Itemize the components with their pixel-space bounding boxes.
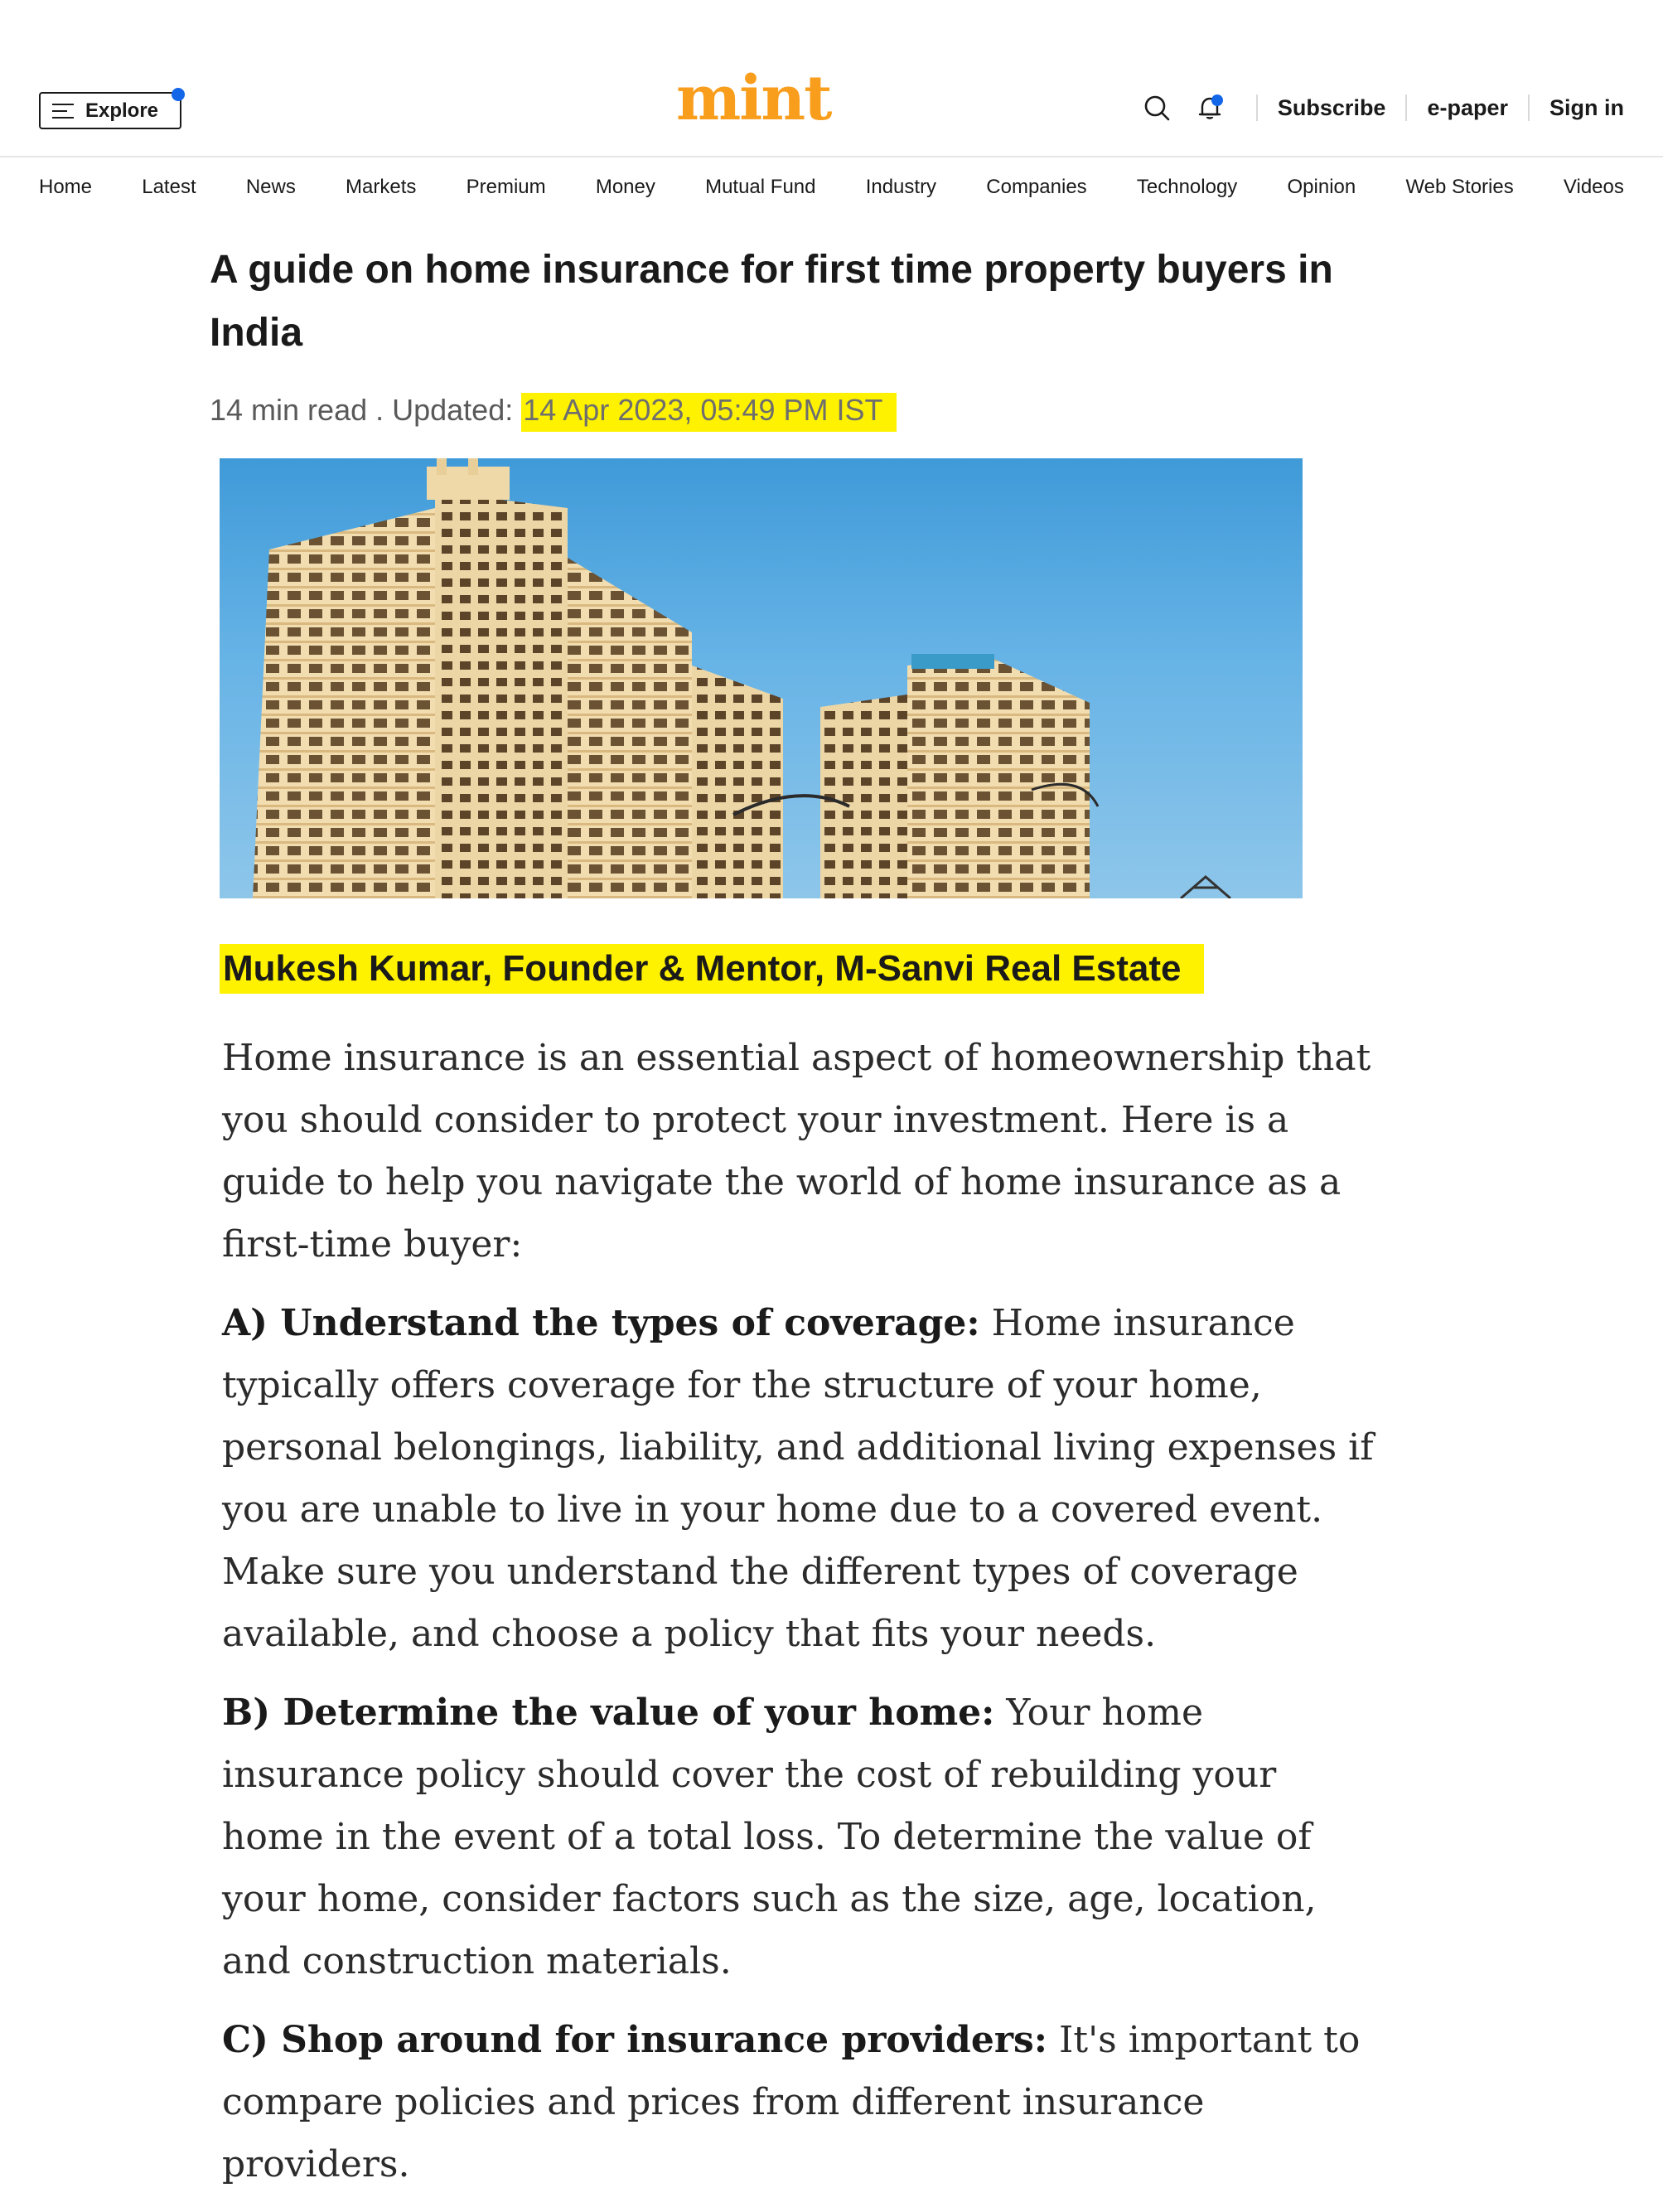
hero-image — [220, 458, 1303, 898]
read-time: 14 min read . Updated: — [210, 393, 522, 427]
header-divider — [1256, 94, 1258, 121]
author-byline: Mukesh Kumar, Founder & Mentor, M-Sanvi Real Estate — [220, 944, 1204, 994]
apartment-buildings-illustration — [220, 458, 1303, 898]
nav-item-industry[interactable]: Industry — [865, 176, 937, 198]
notification-dot — [172, 88, 185, 101]
explore-label: Explore — [85, 99, 159, 122]
mint-logo[interactable]: mint — [676, 63, 831, 134]
menu-icon — [52, 103, 74, 119]
subscribe-link[interactable]: Subscribe — [1277, 94, 1386, 120]
nav-item-latest[interactable]: Latest — [142, 176, 196, 198]
paragraph — [222, 1682, 1382, 1992]
paragraph-lead: A) Understand the types of coverage: — [222, 1302, 980, 1344]
nav-item-news[interactable]: News — [245, 176, 296, 198]
explore-button[interactable] — [39, 92, 181, 129]
site-header — [0, 0, 1663, 157]
nav-item-home[interactable]: Home — [39, 176, 93, 198]
header-divider — [1528, 94, 1530, 121]
article-meta — [210, 393, 897, 428]
article-title: A guide on home insurance for first time property buyers in India — [210, 248, 1333, 355]
paragraph — [222, 1027, 1382, 1275]
header-divider — [1405, 94, 1407, 121]
nav-item-videos[interactable]: Videos — [1563, 176, 1624, 198]
nav-item-premium[interactable]: Premium — [466, 176, 546, 198]
paragraph-text: It's important to compare policies and prices from different insurance providers. — [222, 2019, 1361, 2185]
nav-item-companies[interactable]: Companies — [986, 176, 1087, 198]
updated-timestamp: 14 Apr 2023, 05:49 PM IST — [521, 393, 896, 432]
nav-item-opinion[interactable]: Opinion — [1287, 176, 1356, 198]
nav-item-mutual-fund[interactable]: Mutual Fund — [705, 176, 816, 198]
paragraph-lead: C) Shop around for insurance providers: — [222, 2019, 1048, 2061]
paragraph-text: Home insurance typically offers coverage for the structure of your home, personal belongings, liability, and additional living expenses if you are unable to live in your home due to a covered event. Make sure you understand the different types of coverage available, and choose a policy that fits your needs. — [222, 1302, 1374, 1655]
header-actions — [1130, 86, 1624, 129]
paragraph — [222, 2009, 1382, 2195]
nav-item-technology[interactable]: Technology — [1136, 176, 1238, 198]
paragraph-text: Your home insurance policy should cover the cost of rebuilding your home in the event of a total loss. To determine the value of your home, consider factors such as the size, age, location, and construction materials. — [222, 1692, 1317, 1982]
search-icon[interactable] — [1140, 91, 1173, 124]
bell-icon[interactable] — [1193, 91, 1226, 124]
article-body — [222, 1027, 1382, 2212]
sign-in-link[interactable]: Sign in — [1549, 94, 1624, 120]
nav-item-markets[interactable]: Markets — [346, 176, 417, 198]
paragraph — [222, 1292, 1382, 1665]
nav-item-money[interactable]: Money — [595, 176, 655, 198]
nav-item-web-stories[interactable]: Web Stories — [1405, 176, 1514, 198]
paragraph-text: Home insurance is an essential aspect of homeownership that you should consider to protect your investment. Here is a guide to help you navigate the world of home insurance as a first-time buyer: — [222, 1037, 1371, 1266]
epaper-link[interactable]: e-paper — [1427, 94, 1508, 120]
paragraph-lead: B) Determine the value of your home: — [222, 1692, 995, 1734]
main-nav — [39, 162, 1624, 212]
